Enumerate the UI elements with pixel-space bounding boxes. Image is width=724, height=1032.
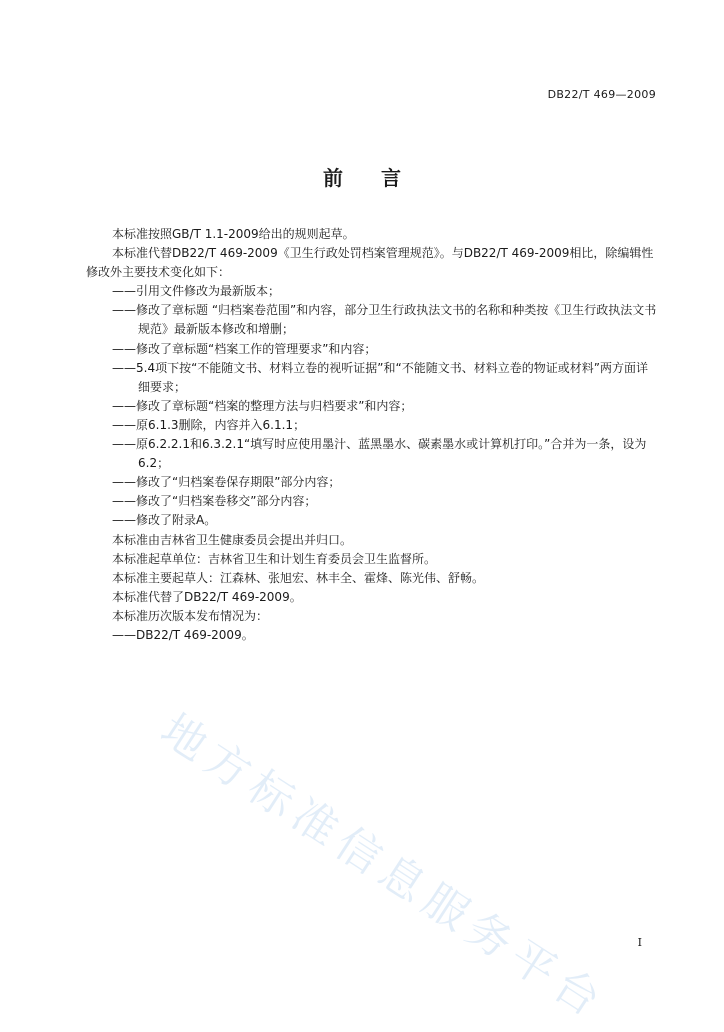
- paragraph: 本标准代替了DB22/T 469-2009。: [112, 589, 302, 604]
- watermark: 地方标准信息服务平台: [151, 704, 616, 1031]
- list-item: ——5.4项下按“不能随文书、材料立卷的视听证据”和“不能随文书、材料立卷的物证或材料”两方面详细要求；: [112, 360, 648, 394]
- list-item: ——修改了附录A。: [112, 513, 217, 528]
- list-item: ——修改了章标题“档案的整理方法与归档要求”和内容；: [112, 398, 413, 413]
- list-item: ——DB22/T 469-2009。: [112, 627, 254, 642]
- list-item: ——引用文件修改为最新版本；: [112, 284, 281, 299]
- list-item: ——原6.2.2.1和6.3.2.1“填写时应使用墨汁、蓝黑墨水、碳素墨水或计算机打印。”合并为一条，设为6.2；: [112, 437, 647, 471]
- page-number: I: [637, 936, 642, 949]
- foreword-body: [86, 225, 659, 645]
- page-title: 前言: [323, 166, 439, 190]
- paragraph: 本标准主要起草人：江森林、张旭宏、林丰全、霍烽、陈光伟、舒畅。: [112, 570, 485, 585]
- paragraph: 本标准起草单位：吉林省卫生和计划生育委员会卫生监督所。: [112, 551, 437, 566]
- list-item: ——修改了“归档案卷保存期限”部分内容；: [112, 475, 341, 490]
- list-item: ——修改了章标题 “归档案卷范围”和内容，部分卫生行政执法文书的名称和种类按《卫生行政执法文书规范》最新版本修改和增删；: [112, 303, 657, 337]
- paragraph: 本标准代替DB22/T 469-2009《卫生行政处罚档案管理规范》。与DB22/T 469-2009相比，除编辑性修改外主要技术变化如下：: [86, 246, 654, 280]
- paragraph: 本标准由吉林省卫生健康委员会提出并归口。: [112, 532, 353, 547]
- document-code: DB22/T 469—2009: [547, 88, 656, 101]
- list-item: ——修改了“归档案卷移交”部分内容；: [112, 494, 317, 509]
- paragraph: 本标准按照GB/T 1.1-2009给出的规则起草。: [112, 227, 355, 241]
- paragraph: 本标准历次版本发布情况为：: [112, 608, 269, 623]
- list-item: ——修改了章标题“档案工作的管理要求”和内容；: [112, 341, 377, 356]
- list-item: ——原6.1.3删除，内容并入6.1.1；: [112, 417, 306, 432]
